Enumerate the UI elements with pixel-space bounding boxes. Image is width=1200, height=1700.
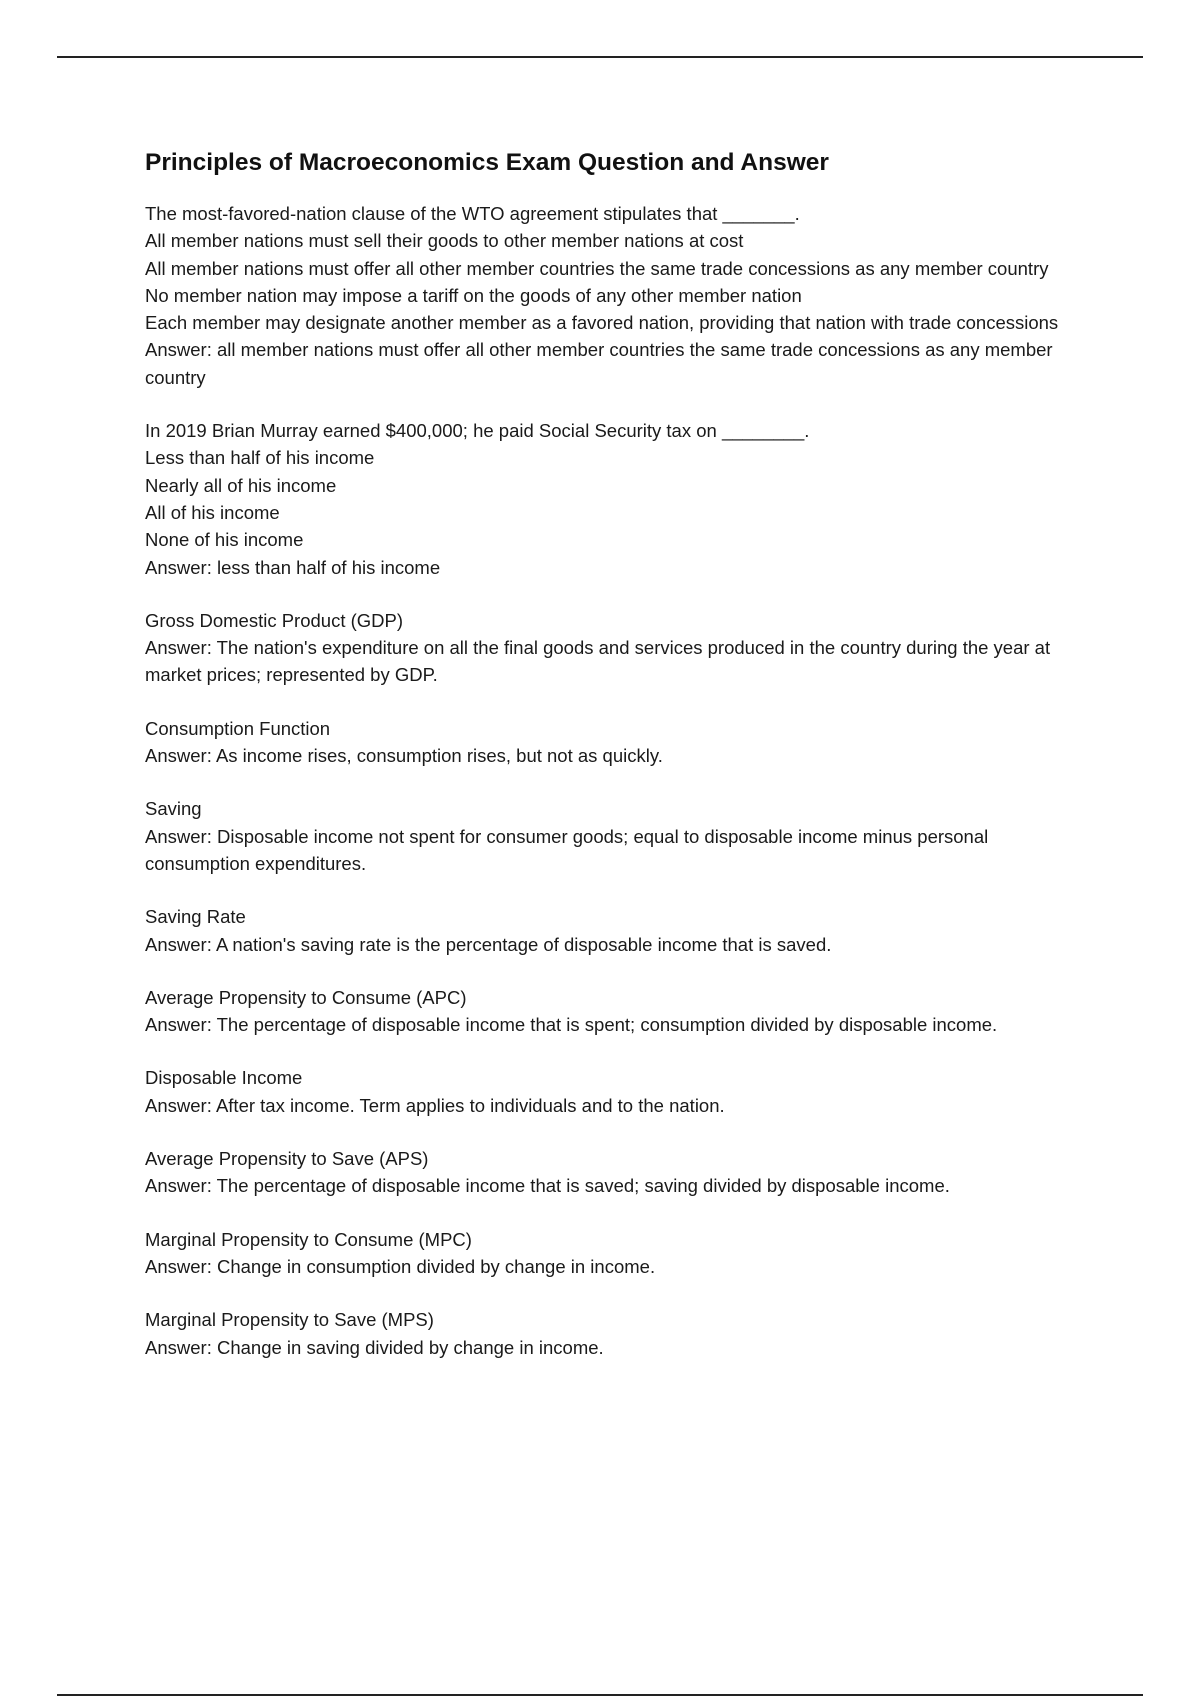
answer-text: Answer: The percentage of disposable income that is saved; saving divided by disposable income. — [145, 1175, 950, 1197]
term-text: Disposable Income — [145, 1067, 303, 1089]
answer-text: Answer: all member nations must offer all other member countries the same trade concessions as any member country — [145, 339, 1053, 388]
qa-item-disposable-income — [145, 1064, 1085, 1119]
term-text: Saving — [145, 798, 202, 820]
qa-item-mpc — [145, 1226, 1085, 1281]
answer-option: None of his income — [145, 529, 304, 551]
answer-text: Answer: The percentage of disposable income that is spent; consumption divided by disposable income. — [145, 1014, 998, 1036]
page-title: Principles of Macroeconomics Exam Question and Answer — [145, 149, 829, 176]
qa-item-saving — [145, 795, 1085, 877]
answer-option: Each member may designate another member as a favored nation, providing that nation with trade concessions — [145, 312, 1059, 334]
answer-text: Answer: The nation's expenditure on all the final goods and services produced in the country during the year at market prices; represented by GDP. — [145, 637, 1051, 686]
footer-rule — [57, 1694, 1143, 1696]
qa-item-mfn-clause — [145, 200, 1085, 391]
answer-option: All member nations must sell their goods to other member nations at cost — [145, 230, 744, 252]
question-text: In 2019 Brian Murray earned $400,000; he paid Social Security tax on ________. — [145, 420, 810, 442]
qa-item-social-security — [145, 417, 1085, 581]
answer-option: No member nation may impose a tariff on the goods of any other member nation — [145, 284, 802, 306]
answer-text: Answer: Change in saving divided by change in income. — [145, 1336, 604, 1358]
qa-item-gdp — [145, 607, 1085, 689]
answer-text: Answer: Disposable income not spent for consumer goods; equal to disposable income minus personal consumption expenditures. — [145, 825, 989, 874]
answer-text: Answer: less than half of his income — [145, 556, 441, 578]
answer-option: All member nations must offer all other member countries the same trade concessions as any member country — [145, 257, 1049, 279]
qa-item-mps — [145, 1306, 1085, 1361]
qa-item-consumption-function — [145, 715, 1085, 770]
term-text: Saving Rate — [145, 906, 246, 928]
answer-text: Answer: After tax income. Term applies to individuals and to the nation. — [145, 1094, 725, 1116]
answer-option: All of his income — [145, 501, 280, 523]
answer-text: Answer: A nation's saving rate is the percentage of disposable income that is saved. — [145, 933, 832, 955]
document-body — [145, 146, 1085, 1387]
term-text: Consumption Function — [145, 717, 331, 739]
header-rule — [57, 56, 1143, 58]
answer-option: Nearly all of his income — [145, 474, 337, 496]
answer-option: Less than half of his income — [145, 447, 375, 469]
term-text: Gross Domestic Product (GDP) — [145, 609, 404, 631]
question-text: The most-favored-nation clause of the WTO agreement stipulates that _______. — [145, 203, 800, 224]
term-text: Average Propensity to Save (APS) — [145, 1148, 429, 1170]
answer-text: Answer: As income rises, consumption rises, but not as quickly. — [145, 745, 663, 767]
term-text: Average Propensity to Consume (APC) — [145, 986, 467, 1008]
term-text: Marginal Propensity to Consume (MPC) — [145, 1228, 472, 1250]
qa-item-saving-rate — [145, 903, 1085, 958]
term-text: Marginal Propensity to Save (MPS) — [145, 1309, 434, 1331]
answer-text: Answer: Change in consumption divided by change in income. — [145, 1255, 656, 1277]
qa-item-aps — [145, 1145, 1085, 1200]
qa-item-apc — [145, 984, 1085, 1039]
